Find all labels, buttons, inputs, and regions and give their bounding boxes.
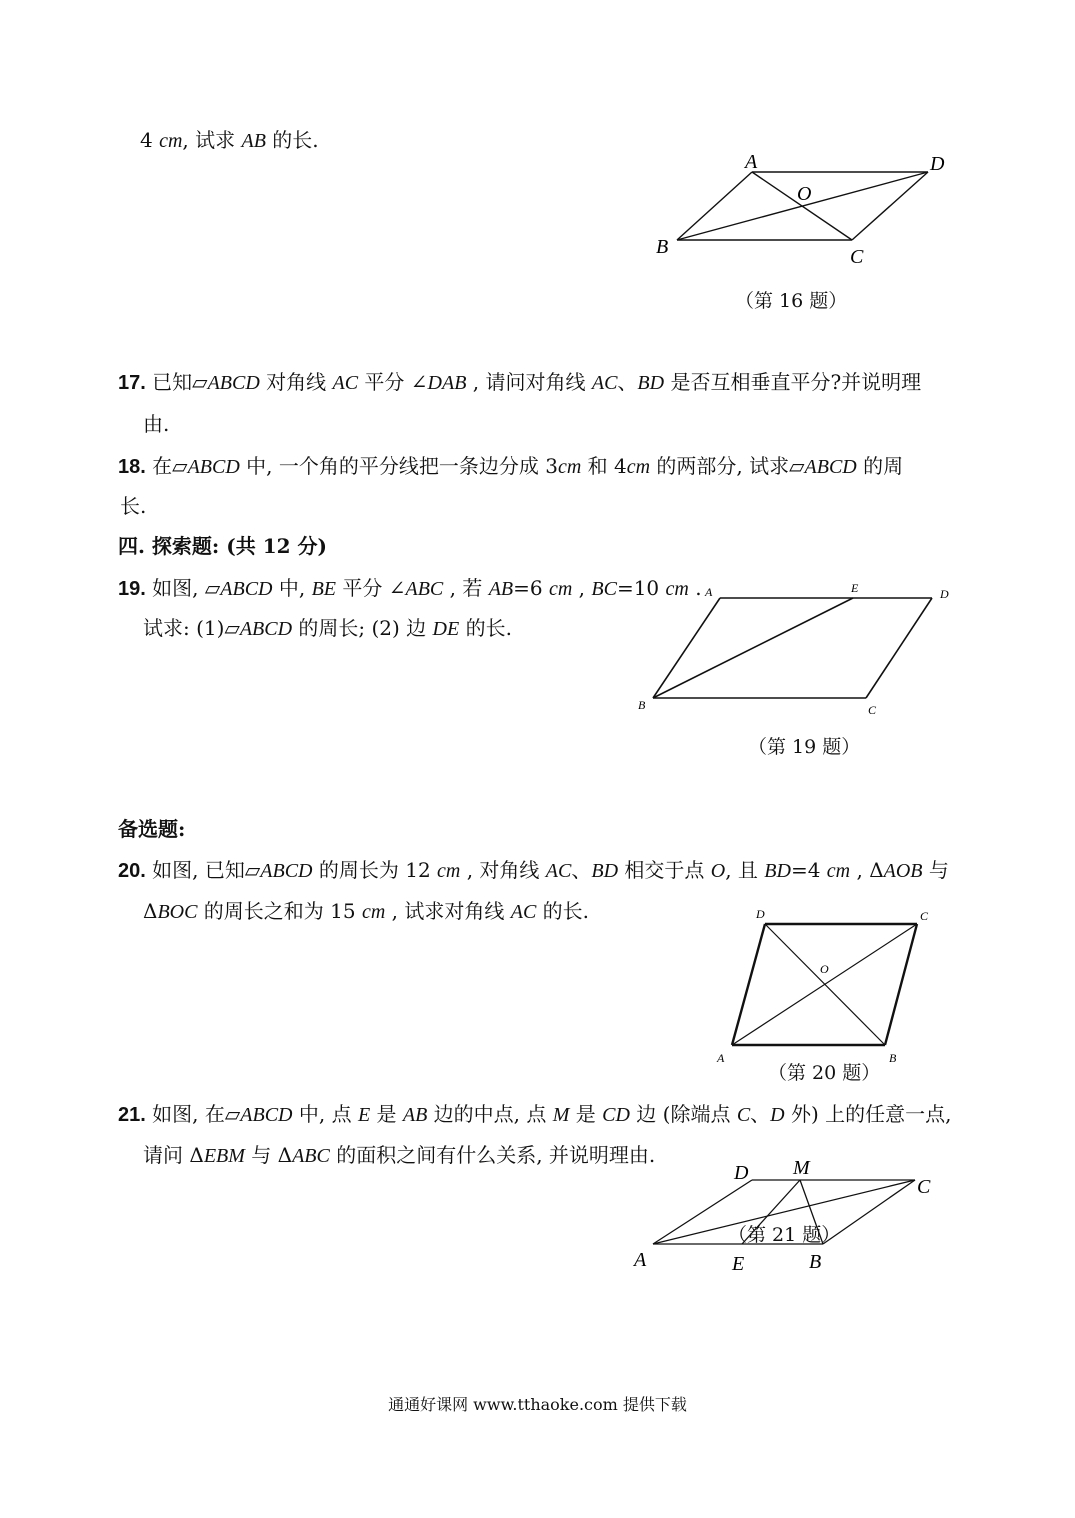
q19-label-c: C [868,703,877,717]
q20-label-b: B [889,1051,897,1065]
q21-label-m: M [793,1157,810,1179]
q21-caption: （第 21 题） [728,1224,841,1246]
q16-label-b: B [656,236,669,258]
q20-caption: （第 20 题） [768,1062,881,1084]
q17-line1: 17. 已知▱ABCD 对角线 AC 平分 ∠DAB , 请问对角线 AC、BD 是否互相垂直平分?并说明理 [118,370,922,394]
q18-line1: 18. 在▱ABCD 中, 一个角的平分线把一条边分成 3cm 和 4cm 的两部分, 试求▱ABCD 的周 [118,454,904,478]
q16-continuation: 4 cm, 试求 AB 的长. [140,128,319,152]
q21-label-b: B [809,1251,822,1273]
q21-line1: 21. 如图, 在▱ABCD 中, 点 E 是 AB 边的中点, 点 M 是 CD 边 (除端点 C、D 外) 上的任意一点, [118,1102,952,1126]
q20-label-c: C [920,909,929,923]
q21-line2: 请问 ΔEBM 与 ΔABC 的面积之间有什么关系, 并说明理由. [143,1143,656,1167]
q19-label-b: B [638,698,646,712]
q16-label-a: A [745,151,758,173]
q18-line2: 长. [120,494,147,518]
q19-label-e: E [851,581,859,595]
q19-line1: 19. 如图, ▱ABCD 中, BE 平分 ∠ABC , 若 AB=6 cm , BC=10 cm . [118,576,702,600]
q19-label-d: D [940,587,949,601]
q20-line1: 20. 如图, 已知▱ABCD 的周长为 12 cm , 对角线 AC、BD 相交于点 O, 且 BD=4 cm , ΔAOB 与 [118,858,949,882]
q21-label-e: E [732,1253,745,1275]
q21-label-a: A [634,1249,647,1271]
q21-label-d: D [734,1162,749,1184]
q20-line2: ΔBOC 的周长之和为 15 cm , 试求对角线 AC 的长. [143,899,590,923]
q16-caption: （第 16 题） [735,290,848,312]
section-4-title: 四. 探索题: (共 12 分) [118,534,327,558]
q19-caption: （第 19 题） [748,736,861,758]
q16-label-c: C [850,246,864,268]
q20-label-a: A [717,1051,725,1065]
q16-label-o: O [797,183,812,205]
footer-credit: 通通好课网 www.tthaoke.com 提供下载 [388,1395,687,1414]
q20-label-d: D [756,907,765,921]
q20-label-o: O [820,962,829,976]
q17-line2: 由. [143,412,170,436]
q19-label-a: A [705,585,713,599]
q21-label-c: C [917,1176,931,1198]
optional-title: 备选题: [118,817,186,841]
q19-line2: 试求: (1)▱ABCD 的周长; (2) 边 DE 的长. [143,616,512,640]
q16-label-d: D [930,153,945,175]
